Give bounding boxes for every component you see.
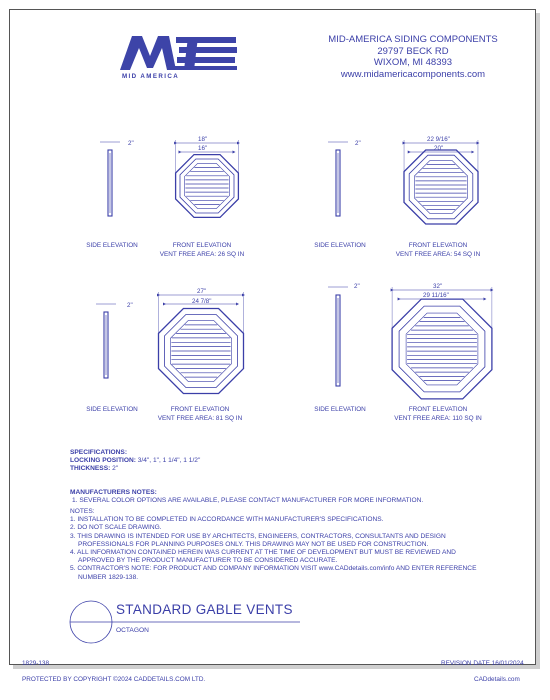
company-website[interactable]: www.midamericacomponents.com (340, 68, 486, 80)
manufacturer-note-1: 1. SEVERAL COLOR OPTIONS ARE AVAILABLE, PLEASE CONTACT MANUFACTURER FOR MORE INFORMATION. (72, 497, 424, 505)
revision-date: REVISION DATE 16/01/2024 (441, 660, 524, 667)
copyright-notice: PROTECTED BY COPYRIGHT ©2024 CADDETAILS.COM LTD. (22, 676, 206, 683)
vent-4-inner-dim: 29 11/16" (423, 292, 449, 299)
company-address-line1: 29797 BECK RD (377, 45, 449, 57)
specifications-block (70, 449, 200, 474)
vent-4-outer-dim: 32" (433, 283, 443, 290)
company-name: MID-AMERICA SIDING COMPONENTS (328, 34, 498, 45)
note-2: 2. DO NOT SCALE DRAWING. (70, 524, 162, 532)
vent-1-outer-dim: 18" (198, 136, 208, 143)
logo-caption: MID AMERICA (122, 73, 180, 80)
drawing-subtitle: OCTAGON (116, 627, 149, 634)
notes-block (70, 508, 478, 582)
company-block (298, 34, 528, 80)
vent-4-free-area: VENT FREE AREA: 110 SQ IN (394, 415, 482, 422)
vent-2-inner-dim: 20" (434, 145, 444, 152)
vent-3-inner-dim: 24 7/8" (192, 298, 212, 305)
manufacturer-notes-block (70, 489, 423, 505)
vent-1-front-caption: FRONT ELEVATION (172, 242, 232, 249)
vent-4-side-dim: 2" (354, 283, 360, 290)
vent-2-free-area: VENT FREE AREA: 54 SQ IN (395, 251, 481, 258)
caddetails-link[interactable]: CADdetails.com (474, 676, 520, 683)
vent-3-free-area: VENT FREE AREA: 81 SQ IN (157, 415, 243, 422)
vent-3-front-caption: FRONT ELEVATION (170, 406, 230, 413)
vent-2-outer-dim: 22 9/16" (427, 136, 450, 143)
note-1: 1. INSTALLATION TO BE COMPLETED IN ACCORDANCE WITH MANUFACTURER'S SPECIFICATIONS. (70, 516, 384, 524)
vent-2-side-caption: SIDE ELEVATION (314, 242, 366, 249)
vent-1-free-area: VENT FREE AREA: 26 SQ IN (159, 251, 245, 258)
company-address-line2: WIXOM, MI 48393 (373, 57, 453, 68)
vent-4-side-caption: SIDE ELEVATION (314, 406, 366, 413)
thickness-label: THICKNESS: (70, 465, 111, 473)
vent-1-inner-dim: 16" (198, 145, 208, 152)
vent-3-side-dim: 2" (127, 302, 133, 309)
reference-number: 1829-138 (22, 660, 50, 667)
locking-position-label: LOCKING POSITION: (70, 457, 136, 465)
note-4: 4. ALL INFORMATION CONTAINED HEREIN WAS CURRENT AT THE TIME OF DEVELOPMENT BUT MUST BE REVIEWED AND APPROVED BY THE PRODUCT MANUFACTURER TO BE CONSIDERED ACCURATE. (70, 549, 456, 565)
note-3: 3. THIS DRAWING IS INTENDED FOR USE BY ARCHITECTS, ENGINEERS, CONTRACTORS, CONSULTANTS AND DESIGN PROFESSIONALS FOR PLANNING PURPOSES ONLY. THIS DRAWING MAY NOT BE USED FOR CONSTRUCTION. (70, 532, 446, 548)
locking-position-value: 3/4", 1", 1 1/4", 1 1/2" (135, 457, 201, 465)
specifications-heading: SPECIFICATIONS: (70, 449, 128, 456)
note-5: 5. CONTRACTOR'S NOTE: FOR PRODUCT AND COMPANY INFORMATION VISIT www.CADdetails.com/info AND ENTER REFERENCE NUMBER 1829-138. (70, 565, 477, 581)
manufacturer-notes-heading: MANUFACTURERS NOTES: (70, 489, 157, 496)
vent-1-side-dim: 2" (128, 140, 134, 147)
vent-3-outer-dim: 27" (197, 288, 207, 295)
drawing-title: STANDARD GABLE VENTS (116, 602, 293, 617)
vent-2-front-caption: FRONT ELEVATION (408, 242, 468, 249)
vent-4-front-caption: FRONT ELEVATION (408, 406, 468, 413)
vent-1-side-caption: SIDE ELEVATION (86, 242, 138, 249)
notes-heading: NOTES: (70, 508, 95, 515)
thickness-value: 2" (110, 465, 119, 473)
vent-2-side-dim: 2" (355, 140, 361, 147)
vent-3-side-caption: SIDE ELEVATION (86, 406, 138, 413)
